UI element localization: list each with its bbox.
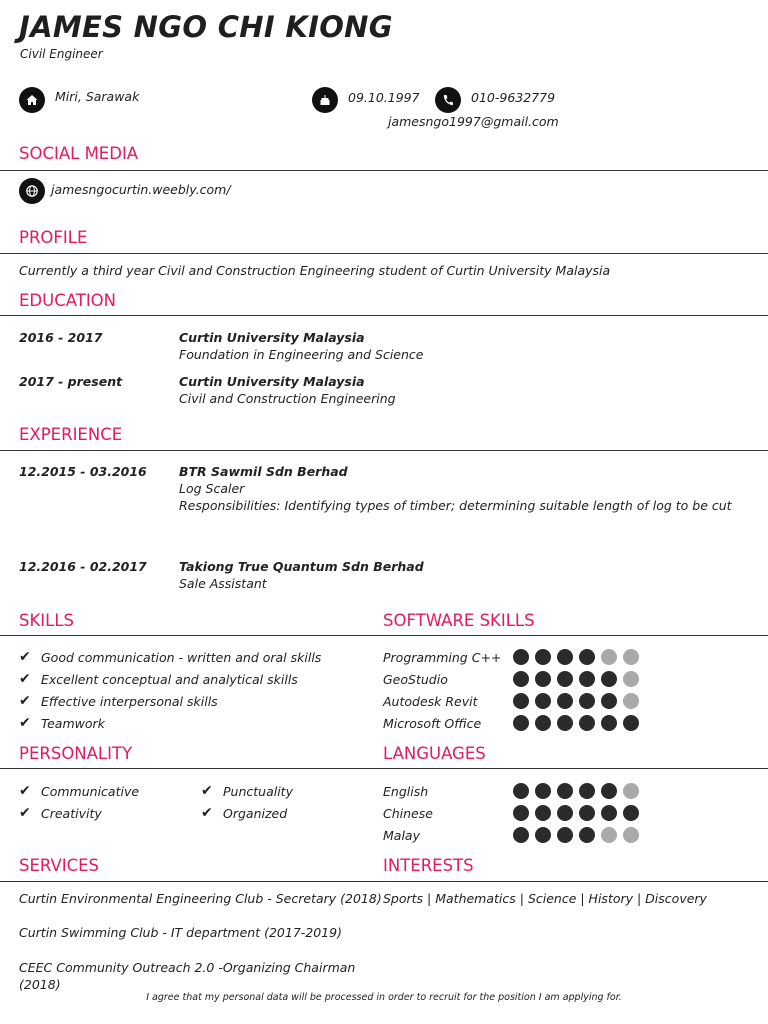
- rating-dot-filled: [623, 805, 639, 821]
- checkmark-icon: ✔: [19, 715, 31, 731]
- checkmark-icon: ✔: [19, 693, 31, 709]
- section-divider: [0, 450, 768, 451]
- rating-dot-empty: [601, 649, 617, 665]
- rating-dot-filled: [557, 649, 573, 665]
- rating-dot-filled: [513, 715, 529, 731]
- candidate-name: JAMES NGO CHI KIONG: [19, 10, 393, 44]
- profile-heading: PROFILE: [19, 228, 88, 247]
- rating-dot-filled: [601, 671, 617, 687]
- rating-dot-filled: [535, 783, 551, 799]
- experience-details: Responsibilities: Identifying types of timber; determining suitable length of log to be cut: [179, 498, 732, 513]
- experience-period: 12.2015 - 03.2016: [19, 464, 147, 479]
- birthdate-text: 09.10.1997: [348, 90, 420, 105]
- rating-dot-filled: [535, 671, 551, 687]
- personality-label: Communicative: [41, 783, 140, 799]
- languages-heading: LANGUAGES: [383, 744, 486, 763]
- checkmark-icon: ✔: [19, 671, 31, 687]
- software-skill-name: Autodesk Revit: [383, 693, 478, 709]
- education-school: Curtin University Malaysia: [179, 374, 365, 389]
- phone-text: 010-9632779: [471, 90, 556, 105]
- personality-item: [201, 780, 293, 802]
- experience-heading: EXPERIENCE: [19, 425, 123, 444]
- rating-dot-empty: [623, 671, 639, 687]
- rating-dot-filled: [557, 805, 573, 821]
- social-media-heading: SOCIAL MEDIA: [19, 144, 139, 163]
- skill-item: [19, 668, 321, 690]
- rating-dot-filled: [579, 805, 595, 821]
- experience-company: Takiong True Quantum Sdn Berhad: [179, 559, 424, 574]
- rating-dot-filled: [579, 671, 595, 687]
- checkmark-icon: ✔: [19, 783, 31, 799]
- rating-dot-filled: [557, 693, 573, 709]
- checkmark-icon: ✔: [19, 805, 31, 821]
- rating-dot-filled: [623, 715, 639, 731]
- skill-item: [19, 712, 321, 734]
- rating-dot-filled: [513, 693, 529, 709]
- rating-dot-empty: [623, 649, 639, 665]
- software-skill-row: [383, 690, 639, 712]
- rating-dot-filled: [601, 783, 617, 799]
- rating-dots: [513, 671, 639, 687]
- personality-label: Organized: [223, 805, 288, 821]
- birthday-cake-icon: [312, 87, 338, 113]
- website-link[interactable]: jamesngocurtin.weebly.com/: [51, 182, 231, 197]
- personality-label: Creativity: [41, 805, 102, 821]
- language-name: English: [383, 783, 429, 799]
- language-name: Chinese: [383, 805, 433, 821]
- education-period: 2016 - 2017: [19, 330, 103, 345]
- education-course: Civil and Construction Engineering: [179, 391, 396, 406]
- languages-list: [383, 780, 639, 846]
- education-school: Curtin University Malaysia: [179, 330, 365, 345]
- software-skill-name: GeoStudio: [383, 671, 448, 687]
- skill-item: [19, 646, 321, 668]
- rating-dot-empty: [623, 827, 639, 843]
- rating-dots: [513, 693, 639, 709]
- checkmark-icon: ✔: [19, 649, 31, 665]
- rating-dots: [513, 715, 639, 731]
- rating-dot-filled: [535, 649, 551, 665]
- rating-dots: [513, 827, 639, 843]
- education-heading: EDUCATION: [19, 291, 117, 310]
- software-skill-row: [383, 646, 639, 668]
- language-row: [383, 824, 639, 846]
- checkmark-icon: ✔: [201, 805, 213, 821]
- rating-dot-filled: [579, 715, 595, 731]
- rating-dot-filled: [557, 715, 573, 731]
- candidate-role: Civil Engineer: [20, 47, 103, 61]
- section-divider: [0, 253, 768, 254]
- rating-dot-filled: [535, 805, 551, 821]
- service-item: CEEC Community Outreach 2.0 -Organizing Chairman (2018): [19, 960, 356, 992]
- rating-dot-filled: [513, 783, 529, 799]
- rating-dot-filled: [535, 715, 551, 731]
- rating-dot-filled: [557, 783, 573, 799]
- rating-dot-filled: [579, 783, 595, 799]
- rating-dot-empty: [601, 827, 617, 843]
- rating-dot-filled: [557, 671, 573, 687]
- rating-dot-filled: [601, 715, 617, 731]
- consent-note: I agree that my personal data will be processed in order to recruit for the position I am applying for.: [146, 992, 622, 1003]
- skill-label: Effective interpersonal skills: [41, 693, 218, 709]
- personality-item: [19, 780, 139, 802]
- rating-dot-filled: [535, 827, 551, 843]
- service-item: Curtin Environmental Engineering Club - Secretary (2018): [19, 891, 382, 906]
- language-row: [383, 780, 639, 802]
- section-divider: [0, 315, 768, 316]
- personality-heading: PERSONALITY: [19, 744, 133, 763]
- section-divider: [0, 881, 768, 882]
- software-skills-heading: SOFTWARE SKILLS: [383, 611, 535, 630]
- phone-icon: [435, 87, 461, 113]
- interests-text: Sports | Mathematics | Science | History | Discovery: [383, 891, 707, 906]
- rating-dot-filled: [557, 827, 573, 843]
- personality-item: [201, 802, 287, 824]
- rating-dots: [513, 805, 639, 821]
- experience-period: 12.2016 - 02.2017: [19, 559, 147, 574]
- software-skill-name: Programming C++: [383, 649, 502, 665]
- rating-dot-filled: [513, 827, 529, 843]
- location-text: Miri, Sarawak: [55, 89, 140, 104]
- language-name: Malay: [383, 827, 420, 843]
- services-heading: SERVICES: [19, 856, 100, 875]
- language-row: [383, 802, 639, 824]
- profile-text: Currently a third year Civil and Construction Engineering student of Curtin University Malaysia: [19, 263, 611, 278]
- section-divider: [0, 768, 768, 769]
- rating-dot-filled: [535, 693, 551, 709]
- home-icon: [19, 87, 45, 113]
- skill-label: Excellent conceptual and analytical skills: [41, 671, 298, 687]
- software-skill-row: [383, 668, 639, 690]
- rating-dot-empty: [623, 783, 639, 799]
- rating-dot-filled: [601, 805, 617, 821]
- skills-heading: SKILLS: [19, 611, 75, 630]
- checkmark-icon: ✔: [201, 783, 213, 799]
- skill-label: Teamwork: [41, 715, 105, 731]
- rating-dots: [513, 783, 639, 799]
- experience-position: Log Scaler: [179, 481, 245, 496]
- experience-position: Sale Assistant: [179, 576, 267, 591]
- globe-icon: [19, 178, 45, 204]
- skills-list: [19, 646, 321, 734]
- skill-label: Good communication - written and oral skills: [41, 649, 322, 665]
- personality-label: Punctuality: [223, 783, 293, 799]
- rating-dot-filled: [513, 805, 529, 821]
- rating-dot-filled: [601, 693, 617, 709]
- service-item: Curtin Swimming Club - IT department (2017-2019): [19, 925, 342, 940]
- software-skill-name: Microsoft Office: [383, 715, 482, 731]
- rating-dot-empty: [623, 693, 639, 709]
- rating-dot-filled: [513, 671, 529, 687]
- skill-item: [19, 690, 321, 712]
- rating-dot-filled: [579, 827, 595, 843]
- software-skill-row: [383, 712, 639, 734]
- education-course: Foundation in Engineering and Science: [179, 347, 424, 362]
- education-period: 2017 - present: [19, 374, 123, 389]
- software-skills-list: [383, 646, 639, 734]
- email-text[interactable]: jamesngo1997@gmail.com: [388, 114, 559, 129]
- rating-dot-filled: [579, 649, 595, 665]
- personality-item: [19, 802, 102, 824]
- rating-dots: [513, 649, 639, 665]
- section-divider: [0, 170, 768, 171]
- interests-heading: INTERESTS: [383, 856, 474, 875]
- experience-company: BTR Sawmil Sdn Berhad: [179, 464, 348, 479]
- rating-dot-filled: [513, 649, 529, 665]
- section-divider: [0, 635, 768, 636]
- rating-dot-filled: [579, 693, 595, 709]
